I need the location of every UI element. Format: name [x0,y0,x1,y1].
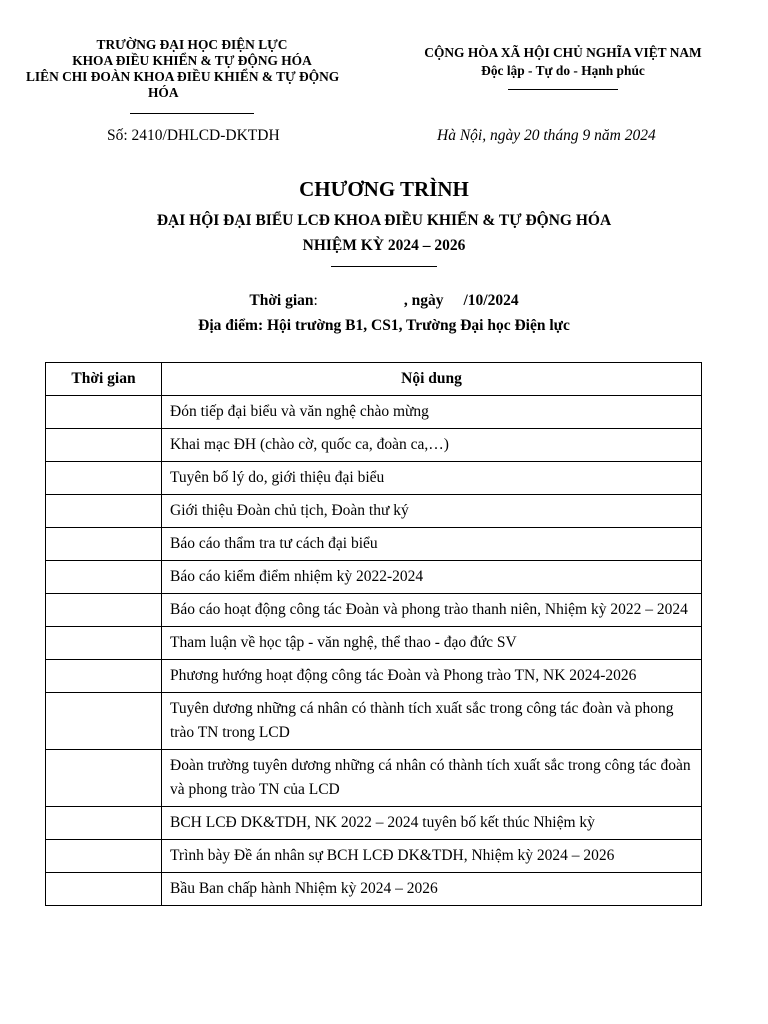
title-divider [331,266,437,267]
national-name: CỘNG HÒA XÃ HỘI CHỦ NGHĨA VIỆT NAM [424,45,702,60]
schedule-table [45,362,702,906]
table-row [46,495,702,528]
header-divider-left [130,113,254,114]
content-cell: Báo cáo hoạt động công tác Đoàn và phong trào thanh niên, Nhiệm kỳ 2022 – 2024 [162,594,702,627]
table-row [46,840,702,873]
content-cell: Trình bày Đề án nhân sự BCH LCĐ DK&TDH, Nhiệm kỳ 2024 – 2026 [162,840,702,873]
time-cell [46,429,162,462]
time-cell [46,750,162,807]
university-name: TRƯỜNG ĐẠI HỌC ĐIỆN LỰC [96,37,288,52]
table-row [46,873,702,906]
national-motto: Độc lập - Tự do - Hạnh phúc [481,63,645,78]
time-cell [46,462,162,495]
table-row [46,807,702,840]
document-number: Số: 2410/DHLCD-DKTDH [107,127,280,144]
document-date: Hà Nội, ngày 20 tháng 9 năm 2024 [437,127,656,144]
organization-header [22,37,362,114]
time-cell [46,594,162,627]
content-cell: Phương hướng hoạt động công tác Đoàn và Phong trào TN, NK 2024-2026 [162,660,702,693]
content-cell: Tuyên dương những cá nhân có thành tích xuất sắc trong công tác đoàn và phong trào TN trong LCD [162,693,702,750]
content-cell: Báo cáo kiểm điểm nhiệm kỳ 2022-2024 [162,561,702,594]
event-date: /10/2024 [463,292,519,309]
table-row [46,627,702,660]
time-cell [46,840,162,873]
table-row [46,660,702,693]
time-cell [46,693,162,750]
table-header-row [46,363,702,396]
content-cell: Đoàn trường tuyên dương những cá nhân có thành tích xuất sắc trong công tác đoàn và phong trào TN của LCD [162,750,702,807]
table-row [46,693,702,750]
time-cell [46,627,162,660]
time-cell [46,873,162,906]
event-time [0,288,768,313]
content-cell: Khai mạc ĐH (chào cờ, quốc ca, đoàn ca,…) [162,429,702,462]
header-divider-right [508,89,618,90]
table-row [46,462,702,495]
page-title: CHƯƠNG TRÌNH [299,177,469,201]
table-row [46,594,702,627]
time-separator: : [313,292,318,309]
content-cell: Đón tiếp đại biểu và văn nghệ chào mừng [162,396,702,429]
content-cell: Giới thiệu Đoàn chủ tịch, Đoàn thư ký [162,495,702,528]
event-location: Địa điểm: Hội trường B1, CS1, Trường Đại học Điện lực [198,317,570,334]
event-meta [0,288,768,338]
table-row [46,429,702,462]
subtitle-line-1: ĐẠI HỘI ĐẠI BIỂU LCĐ KHOA ĐIỀU KHIỂN & TỰ ĐỘNG HÓA [156,212,612,229]
table-row [46,561,702,594]
subtitle-line-2: NHIỆM KỲ 2024 – 2026 [302,237,466,254]
table-row [46,750,702,807]
time-cell [46,660,162,693]
content-cell: Tham luận về học tập - văn nghệ, thể thao - đạo đức SV [162,627,702,660]
time-cell [46,807,162,840]
table-row [46,528,702,561]
union-name: LIÊN CHI ĐOÀN KHOA ĐIỀU KHIỂN & TỰ ĐỘNG [26,69,340,84]
faculty-name: KHOA ĐIỀU KHIỂN & TỰ ĐỘNG HÓA [72,53,312,68]
table-row [46,396,702,429]
time-cell [46,528,162,561]
time-cell [46,561,162,594]
content-cell: Tuyên bố lý do, giới thiệu đại biểu [162,462,702,495]
column-header-content: Nội dung [162,363,702,396]
content-cell: Bầu Ban chấp hành Nhiệm kỳ 2024 – 2026 [162,873,702,906]
column-header-time: Thời gian [46,363,162,396]
content-cell: BCH LCĐ DK&TDH, NK 2022 – 2024 tuyên bố kết thúc Nhiệm kỳ [162,807,702,840]
time-label: Thời gian [249,292,314,309]
page-subtitle [0,208,768,267]
union-name-cont: HÓA [148,85,179,100]
time-cell [46,396,162,429]
content-cell: Báo cáo thẩm tra tư cách đại biểu [162,528,702,561]
day-label: , ngày [403,292,444,309]
time-cell [46,495,162,528]
national-header [398,44,728,90]
